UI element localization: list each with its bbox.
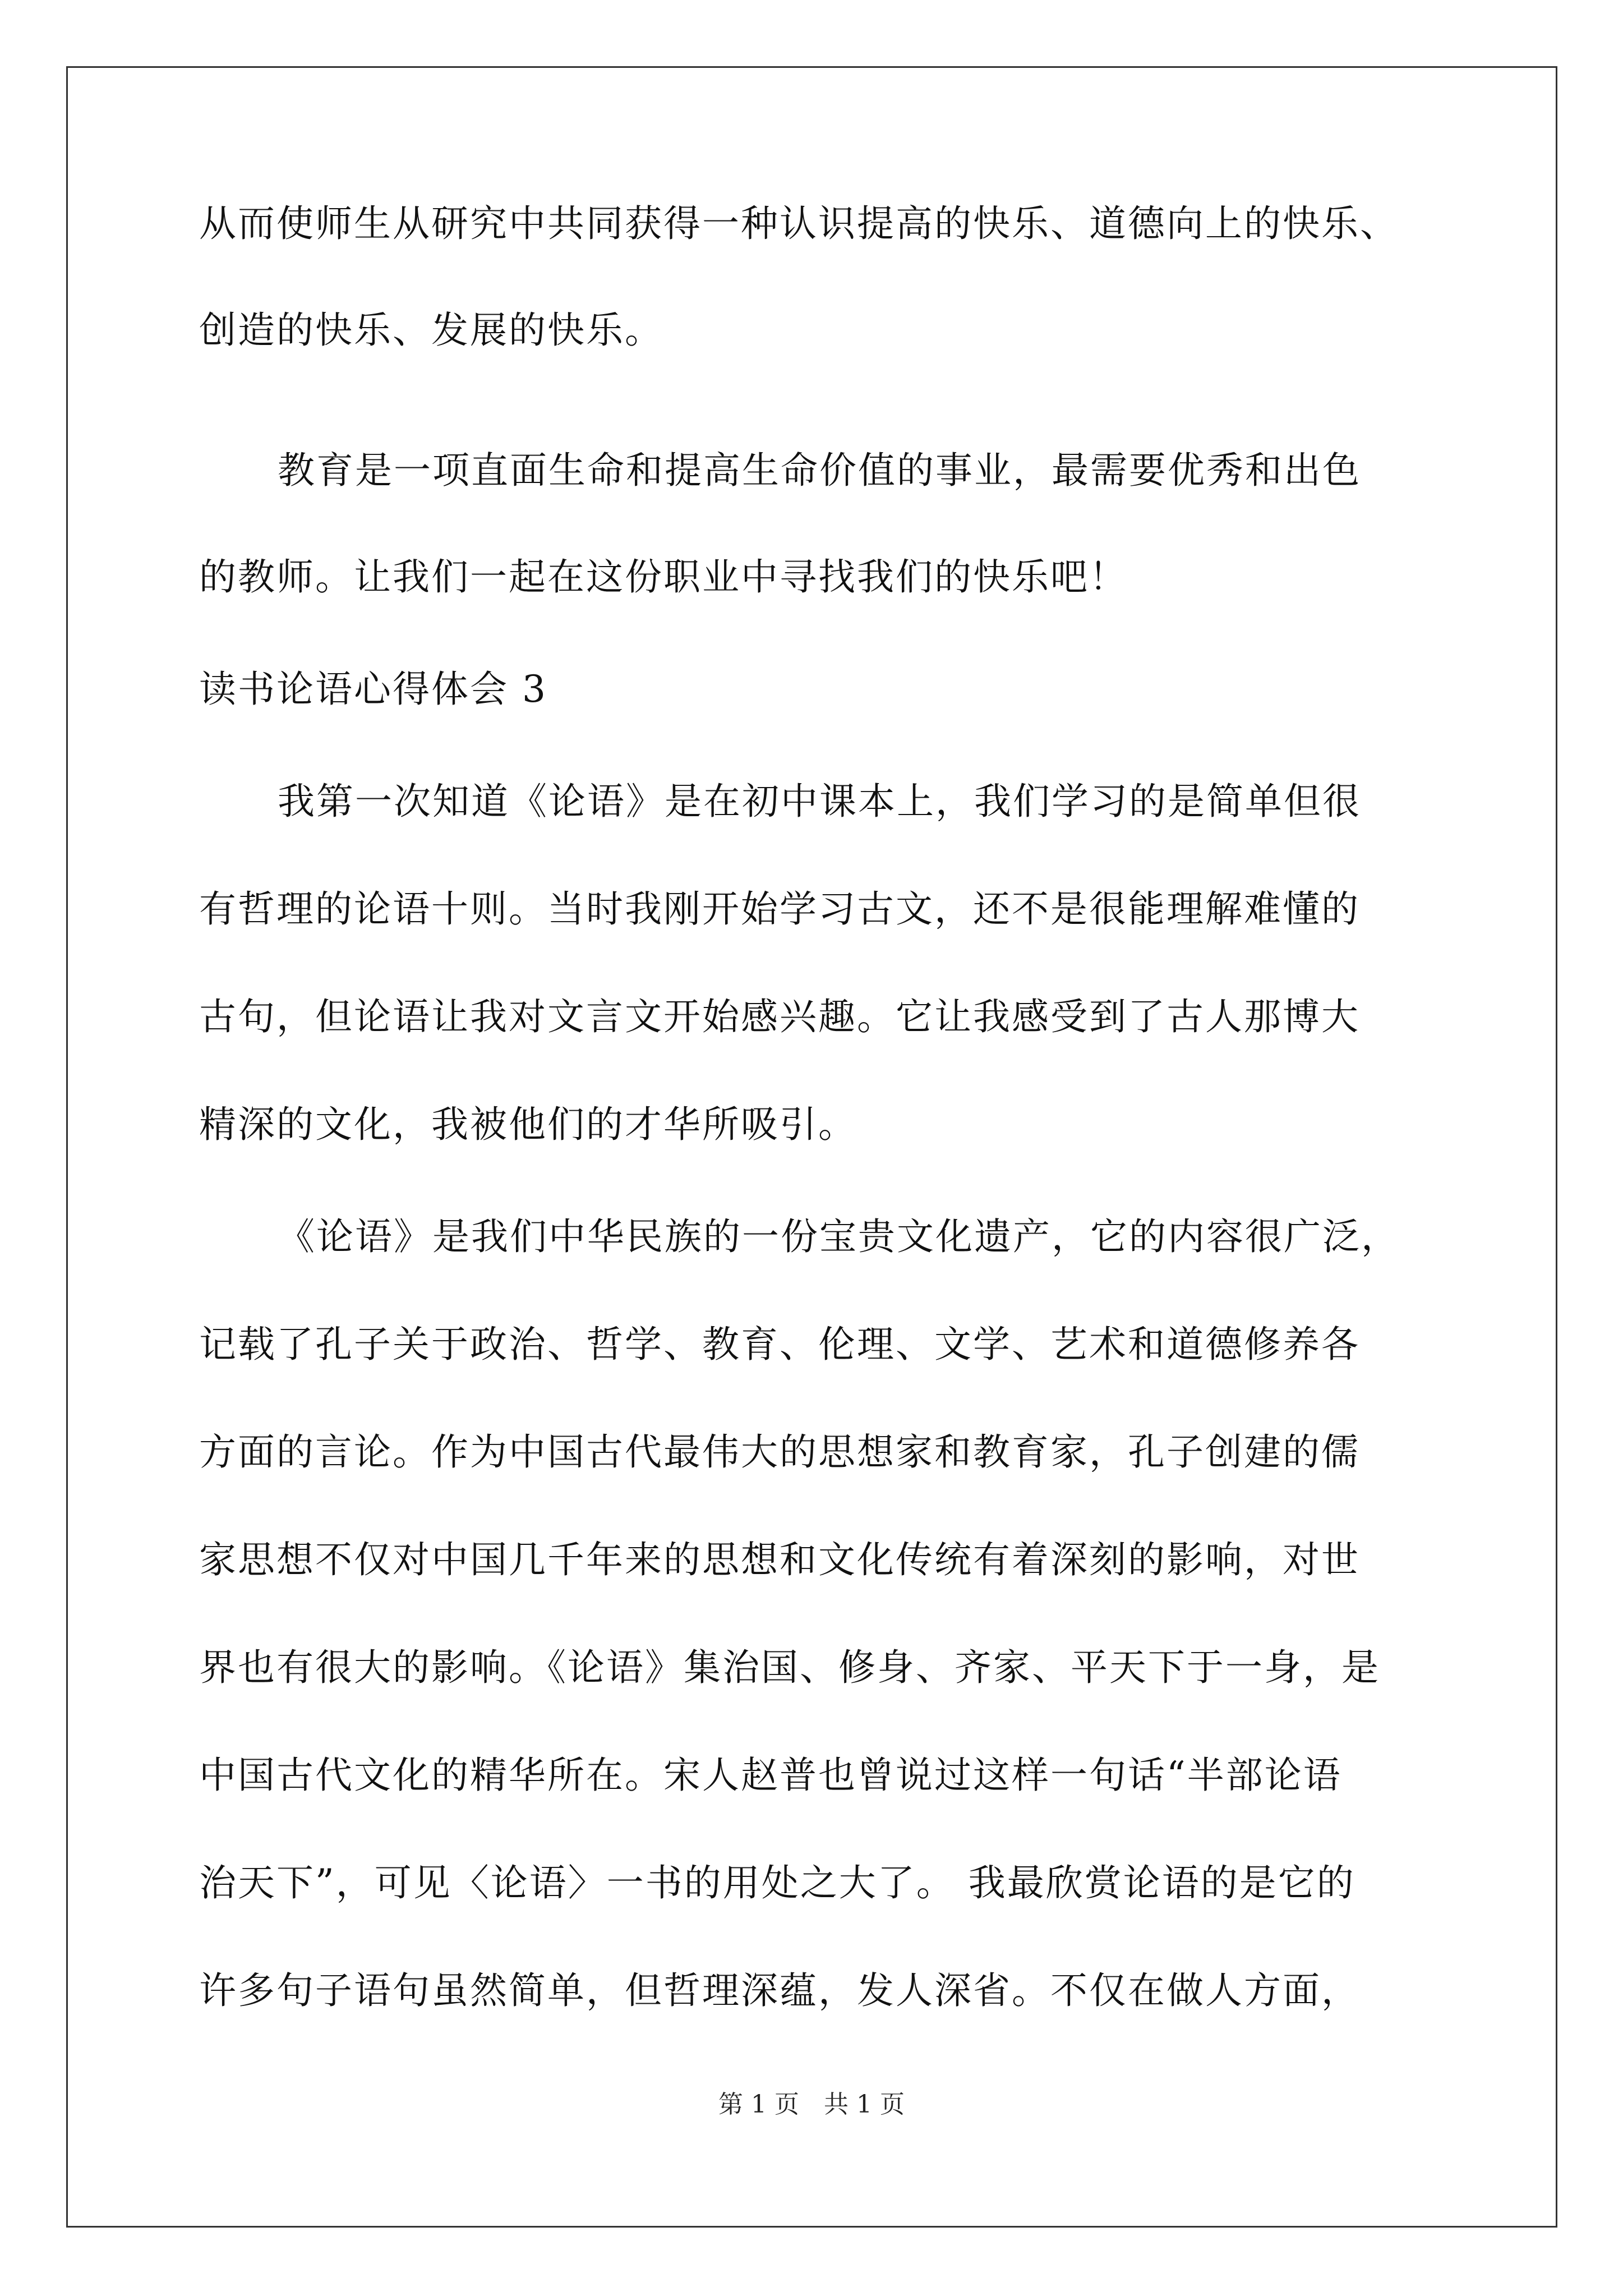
text-line: 许多句子语句虽然简单，但哲理深蕴，发人深省。不仅在做人方面， bbox=[199, 1969, 1360, 2012]
text-line: 家思想不仅对中国几千年来的思想和文化传统有着深刻的影响，对世 bbox=[199, 1538, 1360, 1581]
text-line: 记载了孔子关于政治、哲学、教育、伦理、文学、艺术和道德修养各 bbox=[199, 1323, 1360, 1366]
text-line: 创造的快乐、发展的快乐。 bbox=[199, 309, 663, 352]
text-line: 治天下”，可见〈论语〉一书的用处之大了。 我最欣赏论语的是它的 bbox=[199, 1861, 1355, 1904]
text-line: 中国古代文化的精华所在。宋人赵普也曾说过这样一句话“半部论语 bbox=[199, 1754, 1342, 1797]
text-line: 古句，但论语让我对文言文开始感兴趣。它让我感受到了古人那博大 bbox=[199, 995, 1360, 1038]
text-line: 教育是一项直面生命和提高生命价值的事业，最需要优秀和出色 bbox=[278, 449, 1361, 492]
text-line: 从而使师生从研究中共同获得一种认识提高的快乐、道德向上的快乐、 bbox=[199, 202, 1399, 245]
text-line: 界也有很大的影响。《论语》集治国、修身、齐家、平天下于一身，是 bbox=[199, 1646, 1380, 1689]
text-line: 《论语》是我们中华民族的一份宝贵文化遗产，它的内容很广泛， bbox=[278, 1215, 1400, 1258]
text-line: 方面的言论。作为中国古代最伟大的思想家和教育家，孔子创建的儒 bbox=[199, 1430, 1360, 1474]
text-line: 有哲理的论语十则。当时我刚开始学习古文，还不是很能理解难懂的 bbox=[199, 887, 1360, 931]
text-line: 的教师。让我们一起在这份职业中寻找我们的快乐吧！ bbox=[199, 555, 1128, 599]
text-line: 精深的文化，我被他们的才华所吸引。 bbox=[199, 1103, 857, 1146]
page-number-footer: 第 1 页 共 1 页 bbox=[718, 2090, 905, 2119]
section-heading: 读书论语心得体会 3 bbox=[199, 668, 547, 711]
text-line: 我第一次知道《论语》是在初中课本上，我们学习的是简单但很 bbox=[278, 780, 1361, 823]
